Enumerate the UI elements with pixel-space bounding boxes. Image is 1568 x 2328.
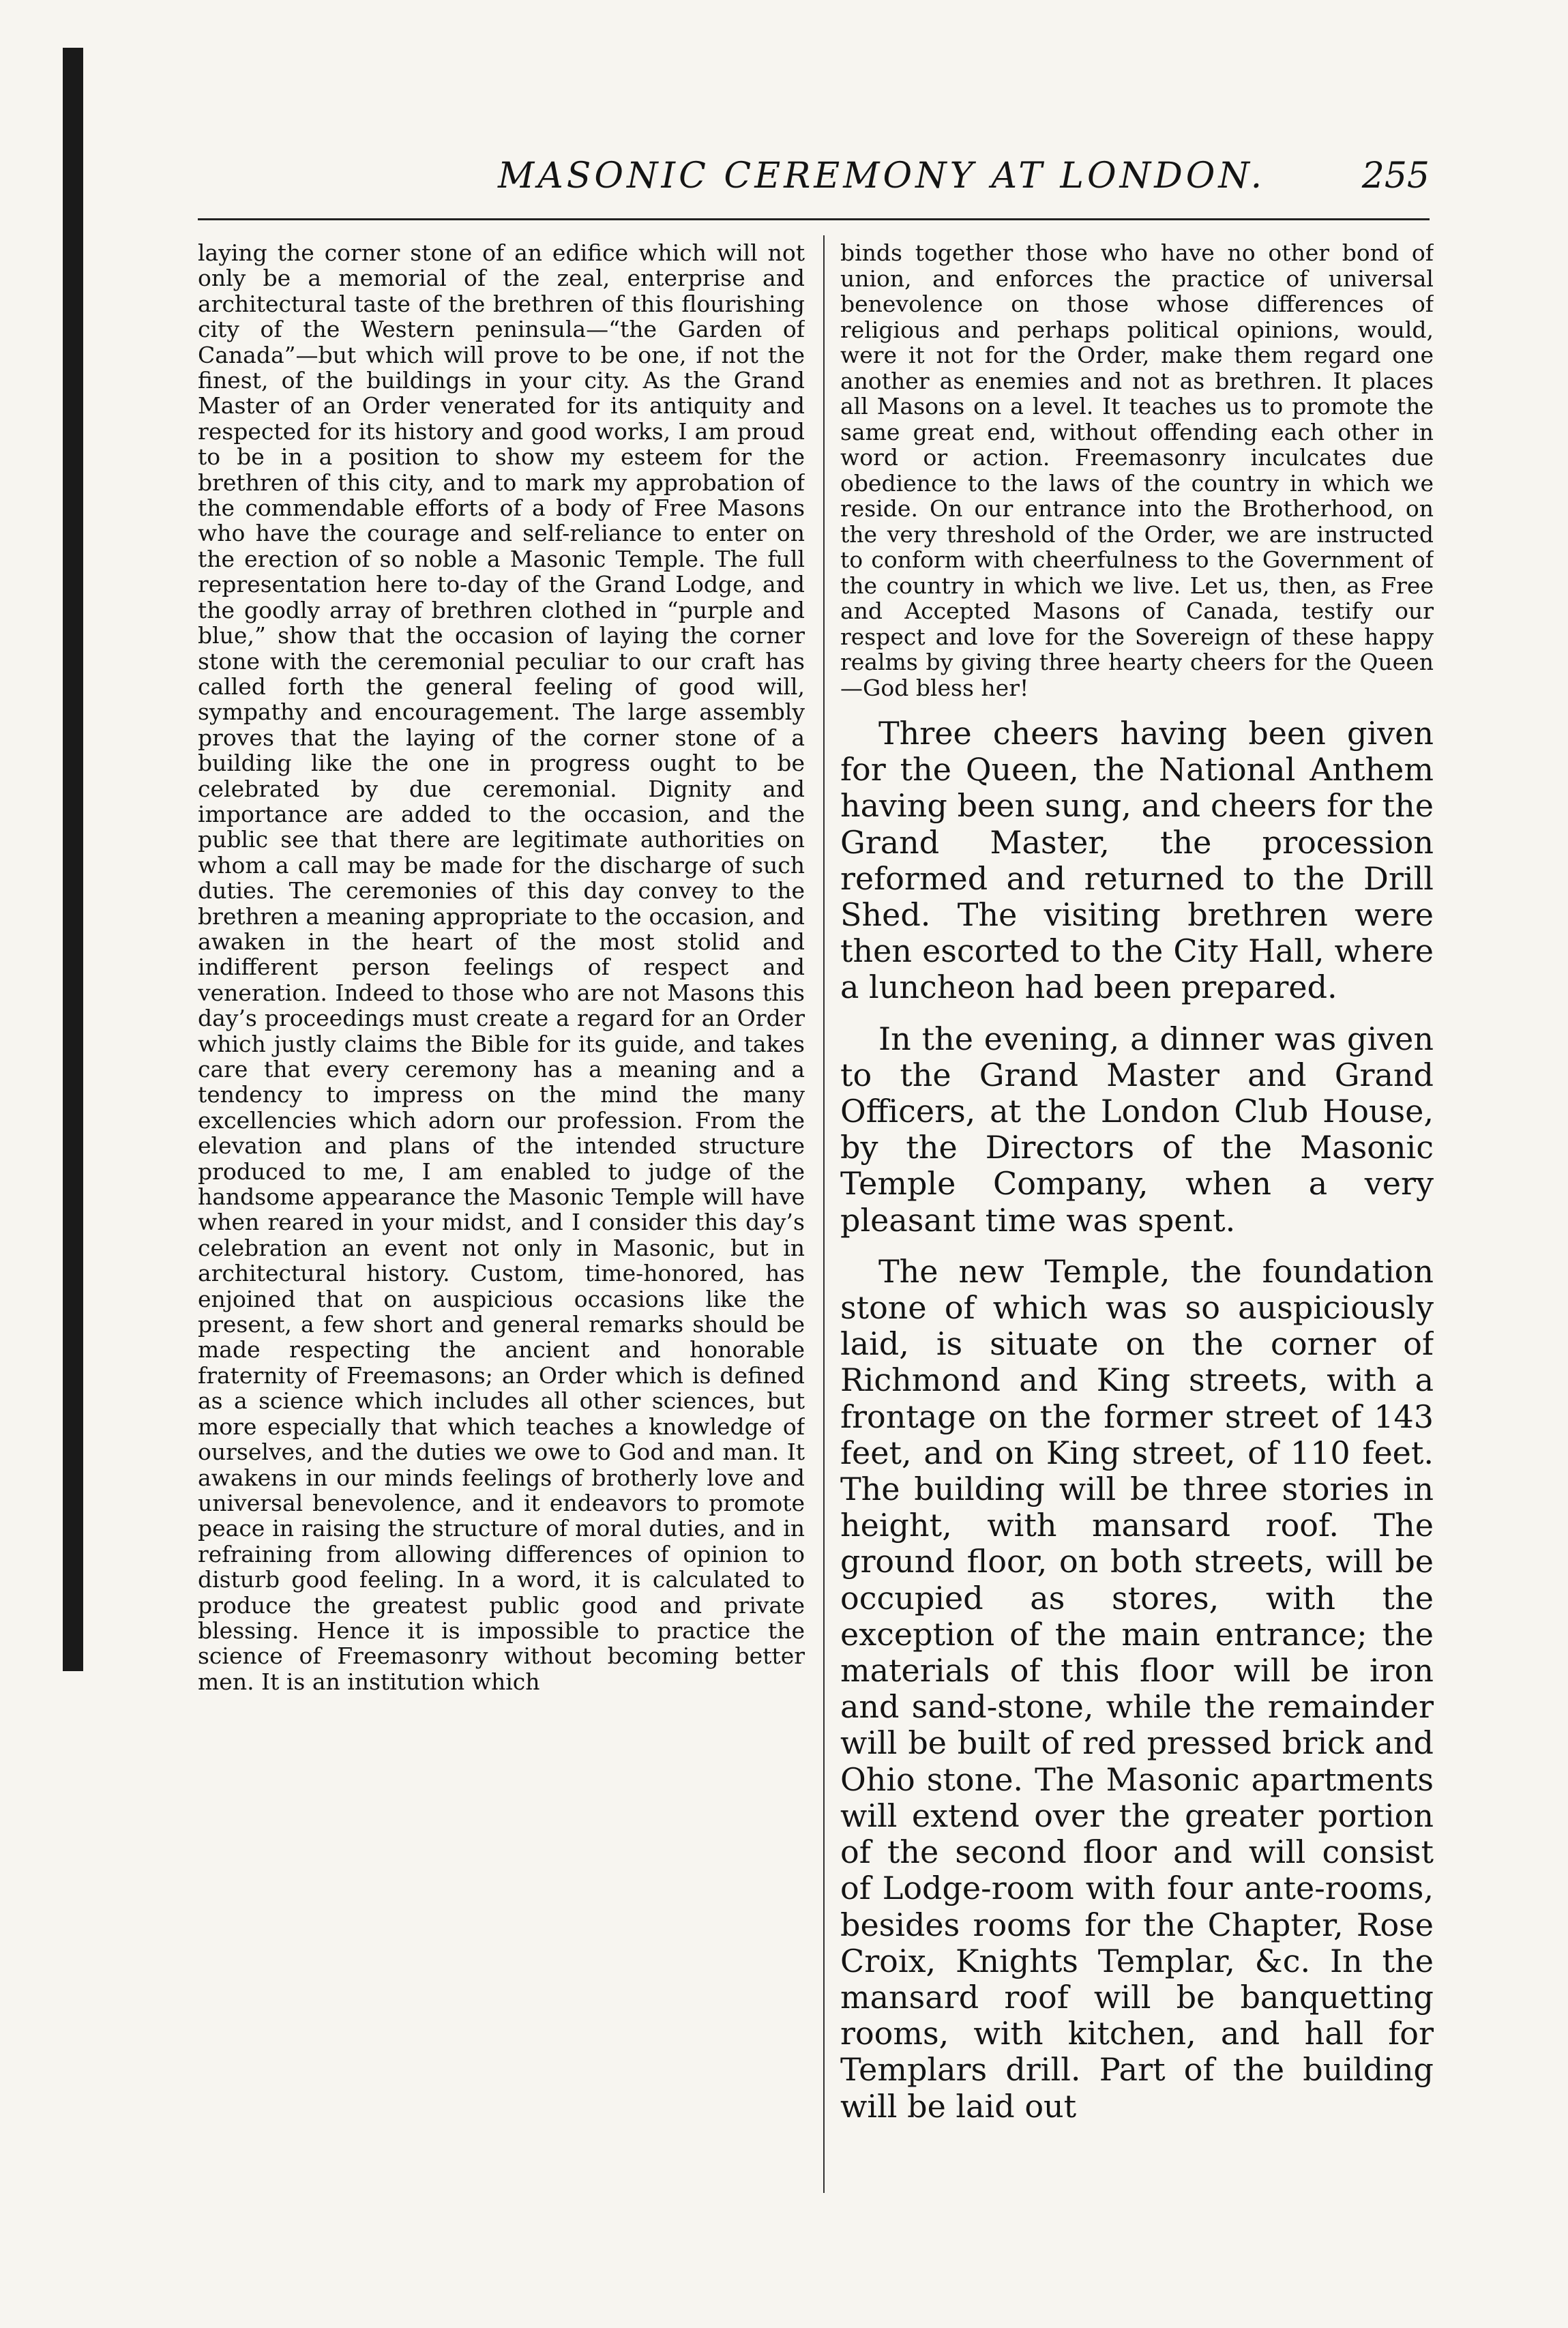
- paragraph-temple: The new Temple, the foundation stone of which was so auspiciously laid, is situate on the corner of Richmond and King streets, with a frontage on the former street of 143 feet, and on King street, of 110 feet. The building will be three stories in height, with mansard roof. The ground floor, on both streets, will be occupied as stores, with the exception of the main entrance; the materials of this floor will be iron and sand-stone, while the remainder will be built of red pressed brick and Ohio stone. The Masonic apartments will extend over the greater portion of the second floor and will consist of Lodge-room with four ante-rooms, besides rooms for the Chapter, Rose Croix, Knights Templar, &c. In the mansard roof will be banquetting rooms, with kitchen, and hall for Templars drill. Part of the building will be laid out: [840, 1252, 1434, 2125]
- paragraph-cheers: Three cheers having been given for the Queen, the National Anthem having been sung, and cheers for the Grand Master, the procession reformed and returned to the Drill Shed. The visiting brethren were then escorted to the City Hall, where a luncheon had been prepared.: [840, 715, 1434, 1006]
- binding-edge: [63, 48, 83, 1671]
- right-column: [840, 240, 1434, 2198]
- header-rule: [198, 218, 1430, 220]
- page-header: [321, 151, 1430, 199]
- page-number: 255: [1361, 156, 1430, 196]
- paragraph-dinner: In the evening, a dinner was given to the Grand Master and Grand Officers, at the London Club House, by the Directors of the Masonic Temple Company, when a very pleasant time was spent.: [840, 1020, 1434, 1239]
- column-divider: [823, 235, 825, 2193]
- speech-conclusion: binds together those who have no other bond of union, and enforces the practice of universal benevolence on those whose differences of religious and perhaps political opinions, would, were it not for the Order, make them regard one another as enemies and not as brethren. It places all Masons on a level. It teaches us to promote the same great end, without offending each other in word or action. Freemasonry inculcates due obedience to the laws of the country in which we reside. On our entrance into the Brotherhood, on the very threshold of the Order, we are instructed to conform with cheerfulness to the Government of the country in which we live. Let us, then, as Free and Accepted Masons of Canada, testify our respect and love for the Sovereign of these happy realms by giving three hearty cheers for the Queen—God bless her!: [840, 240, 1434, 701]
- running-title: MASONIC CEREMONY AT LONDON.: [498, 156, 1266, 196]
- speech-paragraph: laying the corner stone of an edifice which will not only be a memorial of the zeal, enterprise and architectural taste of the brethren of this flourishing city of the Western peninsula—“the Garden of Canada”—but which will prove to be one, if not the finest, of the buildings in your city. As the Grand Master of an Order venerated for its antiquity and respected for its history and good works, I am proud to be in a position to show my esteem for the brethren of this city, and to mark my approbation of the commendable efforts of a body of Free Masons who have the courage and self-reliance to enter on the erection of so noble a Masonic Temple. The full representation here to-day of the Grand Lodge, and the goodly array of brethren clothed in “purple and blue,” show that the occasion of laying the corner stone with the ceremonial peculiar to our craft has called forth the general feeling of good will, sympathy and encouragement. The large assembly proves that the laying of the corner stone of a building like the one in progress ought to be celebrated by due ceremonial. Dignity and importance are added to the occasion, and the public see that there are legitimate authorities on whom a call may be made for the discharge of such duties. The ceremonies of this day convey to the brethren a meaning appropriate to the occasion, and awaken in the heart of the most stolid and indifferent person feelings of respect and veneration. Indeed to those who are not Masons this day’s proceedings must create a regard for an Order which justly claims the Bible for its guide, and takes care that every ceremony has a meaning and a tendency to impress on the mind the many excellencies which adorn our profession. From the elevation and plans of the intended structure produced to me, I am enabled to judge of the handsome appearance the Masonic Temple will have when reared in your midst, and I consider this day’s celebration an event not only in Masonic, but in architectural history. Custom, time-honored, has enjoined that on auspicious occasions like the present, a few short and general remarks should be made respecting the ancient and honorable fraternity of Freemasons; an Order which is defined as a science which includes all other sciences, but more especially that which teaches a knowledge of ourselves, and the duties we owe to God and man. It awakens in our minds feelings of brotherly love and universal benevolence, and it endeavors to promote peace in raising the structure of moral duties, and in refraining from allowing differences of opinion to disturb good feeling. In a word, it is calculated to produce the greatest public good and private blessing. Hence it is impossible to practice the science of Freemasonry without becoming better men. It is an institution which: [198, 240, 805, 1695]
- left-column: [198, 240, 805, 2198]
